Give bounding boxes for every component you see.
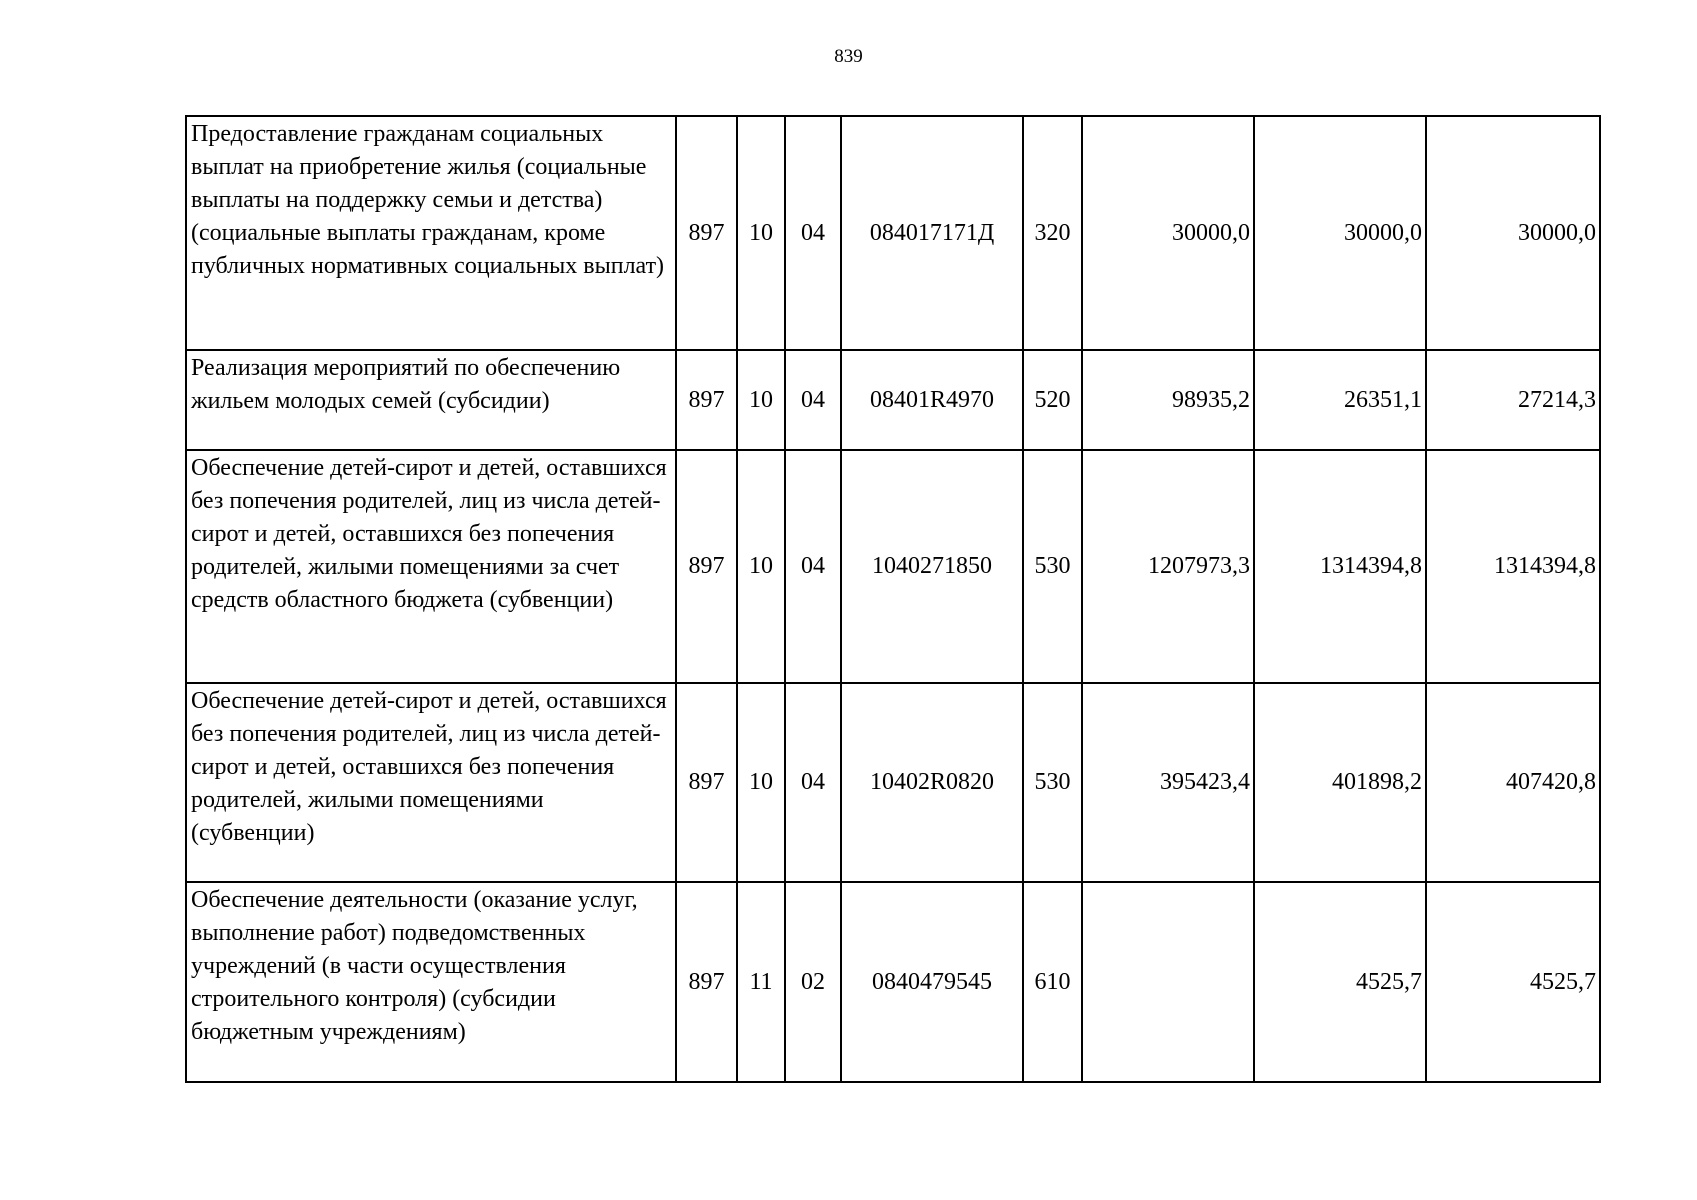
target-article-code: 084017171Д [841, 116, 1023, 350]
amount-year-3: 27214,3 [1426, 350, 1600, 450]
target-article-code: 0840479545 [841, 882, 1023, 1082]
row-description: Обеспечение детей-сирот и детей, оставшихся без попечения родителей, лиц из числа детей-сирот и детей, оставшихся без попечения родителей, жилыми помещениями за счет средств областного бюджета (субвенции) [186, 450, 676, 683]
table-row [186, 882, 1600, 1082]
target-article-code: 10402R0820 [841, 683, 1023, 882]
amount-year-2: 1314394,8 [1254, 450, 1426, 683]
amount-year-2: 26351,1 [1254, 350, 1426, 450]
table-row [186, 350, 1600, 450]
budget-table [185, 115, 1601, 1083]
admin-code: 897 [676, 450, 737, 683]
row-description: Реализация мероприятий по обеспечению жильем молодых семей (субсидии) [186, 350, 676, 450]
row-description: Обеспечение деятельности (оказание услуг, выполнение работ) подведомственных учреждений (в части осуществления строительного контроля) (субсидии бюджетным учреждениям) [186, 882, 676, 1082]
section-code: 10 [737, 350, 785, 450]
amount-year-2: 4525,7 [1254, 882, 1426, 1082]
row-description: Предоставление гражданам социальных выплат на приобретение жилья (социальные выплаты на поддержку семьи и детства) (социальные выплаты гражданам, кроме публичных нормативных социальных выплат) [186, 116, 676, 350]
expense-type-code: 520 [1023, 350, 1082, 450]
page-number: 839 [834, 46, 863, 67]
amount-year-2: 30000,0 [1254, 116, 1426, 350]
admin-code: 897 [676, 882, 737, 1082]
amount-year-3: 4525,7 [1426, 882, 1600, 1082]
row-description: Обеспечение детей-сирот и детей, оставшихся без попечения родителей, лиц из числа детей-сирот и детей, оставшихся без попечения родителей, жилыми помещениями (субвенции) [186, 683, 676, 882]
admin-code: 897 [676, 350, 737, 450]
section-code: 10 [737, 116, 785, 350]
table-row [186, 683, 1600, 882]
subsection-code: 04 [785, 350, 841, 450]
subsection-code: 04 [785, 683, 841, 882]
amount-year-3: 407420,8 [1426, 683, 1600, 882]
table-row [186, 116, 1600, 350]
table-row [186, 450, 1600, 683]
target-article-code: 08401R4970 [841, 350, 1023, 450]
section-code: 11 [737, 882, 785, 1082]
expense-type-code: 610 [1023, 882, 1082, 1082]
admin-code: 897 [676, 683, 737, 882]
subsection-code: 04 [785, 116, 841, 350]
amount-year-2: 401898,2 [1254, 683, 1426, 882]
section-code: 10 [737, 683, 785, 882]
amount-year-1: 98935,2 [1082, 350, 1254, 450]
admin-code: 897 [676, 116, 737, 350]
subsection-code: 02 [785, 882, 841, 1082]
amount-year-3: 30000,0 [1426, 116, 1600, 350]
section-code: 10 [737, 450, 785, 683]
target-article-code: 1040271850 [841, 450, 1023, 683]
amount-year-1: 1207973,3 [1082, 450, 1254, 683]
amount-year-1: 30000,0 [1082, 116, 1254, 350]
expense-type-code: 320 [1023, 116, 1082, 350]
expense-type-code: 530 [1023, 683, 1082, 882]
amount-year-3: 1314394,8 [1426, 450, 1600, 683]
expense-type-code: 530 [1023, 450, 1082, 683]
amount-year-1 [1082, 882, 1254, 1082]
amount-year-1: 395423,4 [1082, 683, 1254, 882]
subsection-code: 04 [785, 450, 841, 683]
